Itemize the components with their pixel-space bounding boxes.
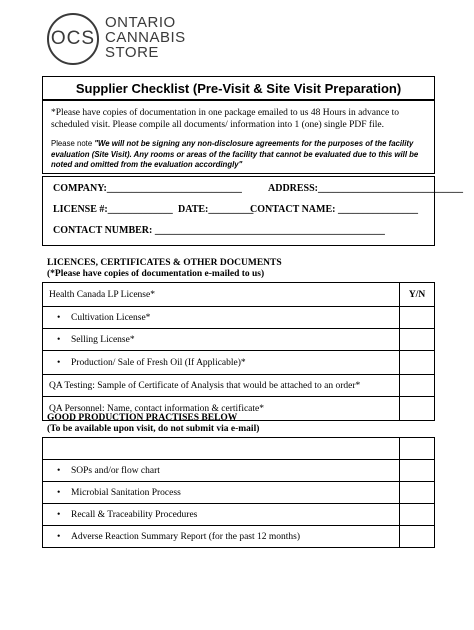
yn-cell[interactable] xyxy=(400,307,435,329)
table-row xyxy=(43,460,435,482)
nda-note-prefix: Please note xyxy=(51,139,95,148)
yn-header: Y/N xyxy=(400,283,435,307)
table-row xyxy=(43,504,435,526)
yn-cell[interactable] xyxy=(400,460,435,482)
yn-cell[interactable] xyxy=(400,397,435,421)
table-cell xyxy=(43,329,400,351)
ocs-logo xyxy=(47,13,207,71)
yn-cell[interactable] xyxy=(400,375,435,397)
bullet-icon: • xyxy=(57,357,61,368)
table-row xyxy=(43,375,435,397)
gpp-table xyxy=(42,437,435,548)
table-cell xyxy=(43,307,400,329)
row-label: Production/ Sale of Fresh Oil (If Applicable)* xyxy=(71,357,246,368)
table-cell: QA Testing: Sample of Certificate of Analysis that would be attached to an order* xyxy=(43,375,400,397)
row-label: Recall & Traceability Procedures xyxy=(71,509,198,520)
row-label: Microbial Sanitation Process xyxy=(71,487,181,498)
table-cell xyxy=(43,526,400,548)
section-licences-title: LICENCES, CERTIFICATES & OTHER DOCUMENTS xyxy=(47,258,282,268)
bullet-icon: • xyxy=(57,334,61,345)
company-field[interactable]: COMPANY:___________________________ xyxy=(53,183,242,194)
section-gpp-subtitle: (To be available upon visit, do not submit via e-mail) xyxy=(47,424,260,434)
licences-table xyxy=(42,282,435,421)
nda-note xyxy=(51,139,427,171)
contact-name-field[interactable]: CONTACT NAME: ________________ xyxy=(250,204,418,215)
ocs-logo-wordmark xyxy=(105,15,186,60)
logo-line-2: CANNABIS xyxy=(105,29,186,46)
instructions-box xyxy=(42,100,435,174)
license-field[interactable]: LICENSE #:_____________ xyxy=(53,204,173,215)
yn-cell[interactable] xyxy=(400,504,435,526)
row-label: SOPs and/or flow chart xyxy=(71,465,160,476)
table-cell xyxy=(43,460,400,482)
section-licences-subtitle: (*Please have copies of documentation e-mailed to us) xyxy=(47,269,265,279)
table-row xyxy=(43,351,435,375)
row-label: Adverse Reaction Summary Report (for the past 12 months) xyxy=(71,531,301,542)
table-cell xyxy=(43,351,400,375)
nda-note-text: "We will not be signing any non-disclosure agreements for the purposes of the facility evaluation (Site Visit). Any rooms or areas of the facility that cannot be evaluated due to this will be noted and omitted from the evaluation accordingly" xyxy=(51,139,419,169)
bullet-icon: • xyxy=(57,509,61,520)
logo-line-3: STORE xyxy=(105,44,159,61)
instructions-paragraph: *Please have copies of documentation in one package emailed to us 48 Hours in advance to scheduled visit. Please compile all documents/ information into 1 (one) single PDF file. xyxy=(51,108,399,130)
section-gpp-heading xyxy=(47,413,259,435)
yn-cell[interactable] xyxy=(400,438,435,460)
yn-cell[interactable] xyxy=(400,351,435,375)
table-row xyxy=(43,307,435,329)
table-row xyxy=(43,526,435,548)
bullet-icon: • xyxy=(57,312,61,323)
title-box xyxy=(42,76,435,100)
yn-cell[interactable] xyxy=(400,482,435,504)
section-gpp-title: GOOD PRODUCTION PRACTISES BELOW xyxy=(47,413,238,423)
table-row xyxy=(43,438,435,460)
table-cell xyxy=(43,482,400,504)
yn-cell[interactable] xyxy=(400,329,435,351)
contact-number-field[interactable]: CONTACT NUMBER: ______________________________________________ xyxy=(53,225,385,236)
row-label: Selling License* xyxy=(71,334,135,345)
page-title: Supplier Checklist (Pre-Visit & Site Visit Preparation) xyxy=(75,81,402,96)
table-row xyxy=(43,329,435,351)
yn-cell[interactable] xyxy=(400,526,435,548)
supplier-info-box xyxy=(42,176,464,246)
ocs-logo-mark: OCS xyxy=(47,13,99,65)
date-field[interactable]: DATE:_________ xyxy=(178,204,254,215)
logo-line-1: ONTARIO xyxy=(105,14,176,31)
address-field[interactable]: ADDRESS:_____________________________ xyxy=(268,183,464,194)
bullet-icon: • xyxy=(57,465,61,476)
section-licences-heading xyxy=(47,258,282,280)
table-cell xyxy=(43,438,400,460)
bullet-icon: • xyxy=(57,487,61,498)
bullet-icon: • xyxy=(57,531,61,542)
table-cell: Health Canada LP License* xyxy=(43,283,400,307)
row-label: Cultivation License* xyxy=(71,312,151,323)
table-row xyxy=(43,283,435,307)
table-cell xyxy=(43,504,400,526)
table-cell: QA Personnel: Name, contact information & certificate* xyxy=(43,397,400,421)
table-row xyxy=(43,482,435,504)
